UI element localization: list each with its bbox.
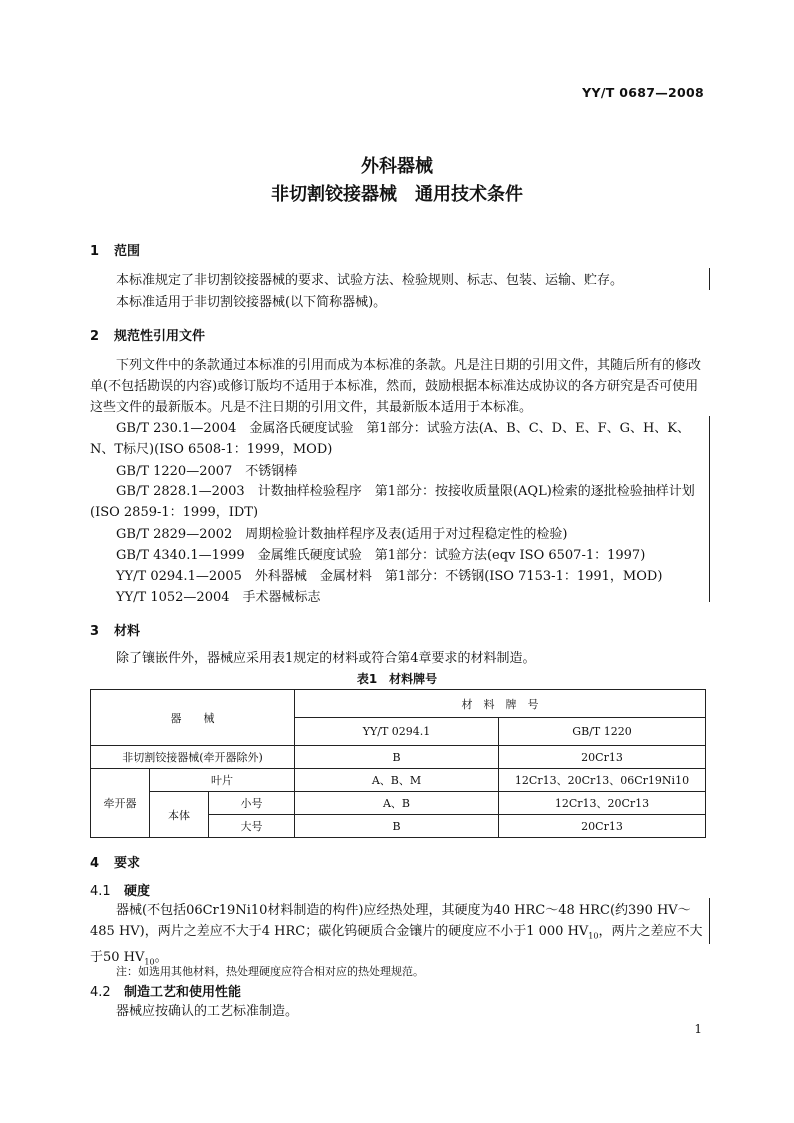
row-label: 大号 <box>209 815 295 838</box>
header-standard-gb: GB/T 1220 <box>499 718 706 746</box>
text-run: 器械(不包括06Cr19Ni10材料制造的构件)应经热处理，其硬度为40 HRC～48 HRC(约390 HV～485 HV)，两片之差应不大于4 HRC；碳化钨硬质合金镶片的硬度应不小于1 000 HV <box>90 903 691 939</box>
reference-item: YY/T 0294.1—2005 外科器械 金属材料 第1部分：不锈钢(ISO 7153-1：1991，MOD) <box>116 569 663 584</box>
table-cell: 20Cr13 <box>499 746 706 769</box>
table-cell: 20Cr13 <box>499 815 706 838</box>
note: 注：如选用其他材料，热处理硬度应符合相对应的热处理规范。 <box>116 965 424 978</box>
paragraph: 下列文件中的条款通过本标准的引用而成为本标准的条款。凡是注日期的引用文件，其随后所有的修改单(不包括勘误的内容)或修订版均不适用于本标准，然而，鼓励根据本标准达成协议的各方研究是否可使用这些文件的最新版本。凡是不注日期的引用文件，其最新版本适用于本标准。 <box>90 358 702 415</box>
paragraph: 除了镶嵌件外，器械应采用表1规定的材料或符合第4章要求的材料制造。 <box>116 651 536 666</box>
row-group-body: 本体 <box>150 792 209 838</box>
section-title: 要求 <box>114 856 141 871</box>
table-cell: A、B、M <box>295 769 499 792</box>
table-caption: 表1 材料牌号 <box>356 672 438 686</box>
reference-item: GB/T 4340.1—1999 金属维氏硬度试验 第1部分：试验方法(eqv ISO 6507-1：1997) <box>116 548 646 563</box>
subscript: 10 <box>588 931 599 941</box>
reference-item: YY/T 1052—2004 手术器械标志 <box>116 590 321 605</box>
section-2-heading <box>90 325 205 344</box>
section-4-heading <box>90 852 140 871</box>
change-bar <box>709 268 710 290</box>
paragraph: 器械应按确认的工艺标准制造。 <box>116 1004 299 1019</box>
table-cell: B <box>295 746 499 769</box>
section-title: 材料 <box>114 624 141 639</box>
subsection-number: 4.1 <box>90 884 111 899</box>
paragraph: 本标准适用于非切割铰接器械(以下简称器械)。 <box>116 295 387 310</box>
doc-title-line1: 外科器械 <box>361 156 433 177</box>
section-number: 1 <box>90 244 100 259</box>
reference-item: GB/T 2828.1—2003 计数抽样检验程序 第1部分：按接收质量限(AQL)检索的逐批检验抽样计划(ISO 2859-1：1999，IDT) <box>90 484 695 520</box>
subsection-4-1-heading <box>90 880 150 899</box>
table-cell: A、B <box>295 792 499 815</box>
subsection-number: 4.2 <box>90 985 111 1000</box>
change-bar <box>709 898 710 944</box>
section-3-heading <box>90 620 140 639</box>
row-label: 小号 <box>209 792 295 815</box>
reference-item: GB/T 230.1—2004 金属洛氏硬度试验 第1部分：试验方法(A、B、C、D、E、F、G、H、K、N、T标尺)(ISO 6508-1：1999，MOD) <box>90 421 691 457</box>
header-instrument: 器 械 <box>91 690 295 746</box>
table-cell: 12Cr13、20Cr13 <box>499 792 706 815</box>
subsection-title: 制造工艺和使用性能 <box>124 985 242 1000</box>
page-number: 1 <box>694 1022 702 1036</box>
section-title: 规范性引用文件 <box>114 329 206 344</box>
text-run: ，两片之差应不大于50 HV <box>90 924 703 965</box>
header-material-grade: 材 料 牌 号 <box>295 690 706 718</box>
section-number: 3 <box>90 624 100 639</box>
doc-title-line2: 非切割铰接器械 通用技术条件 <box>271 184 523 205</box>
materials-table <box>90 689 706 838</box>
subsection-title: 硬度 <box>124 884 151 899</box>
section-number: 4 <box>90 856 100 871</box>
subscript: 10 <box>144 957 155 967</box>
table-cell: 12Cr13、20Cr13、06Cr19Ni10 <box>499 769 706 792</box>
change-bar <box>709 416 710 602</box>
header-standard-yy: YY/T 0294.1 <box>295 718 499 746</box>
reference-item: GB/T 2829—2002 周期检验计数抽样程序及表(适用于对过程稳定性的检验) <box>116 527 568 542</box>
row-group-retractor: 牵开器 <box>91 769 150 838</box>
paragraph: 本标准规定了非切割铰接器械的要求、试验方法、检验规则、标志、包装、运输、贮存。 <box>116 273 624 288</box>
row-label: 叶片 <box>150 769 295 792</box>
subsection-4-2-heading <box>90 981 241 1000</box>
section-1-heading <box>90 240 140 259</box>
table-cell: B <box>295 815 499 838</box>
text-run: 。 <box>154 949 168 965</box>
reference-item: GB/T 1220—2007 不锈钢棒 <box>116 464 298 479</box>
standard-code: YY/T 0687—2008 <box>582 85 704 100</box>
section-number: 2 <box>90 329 100 344</box>
paragraph-hardness <box>90 900 706 972</box>
row-label: 非切割铰接器械(牵开器除外) <box>91 746 295 769</box>
section-title: 范围 <box>114 244 141 259</box>
